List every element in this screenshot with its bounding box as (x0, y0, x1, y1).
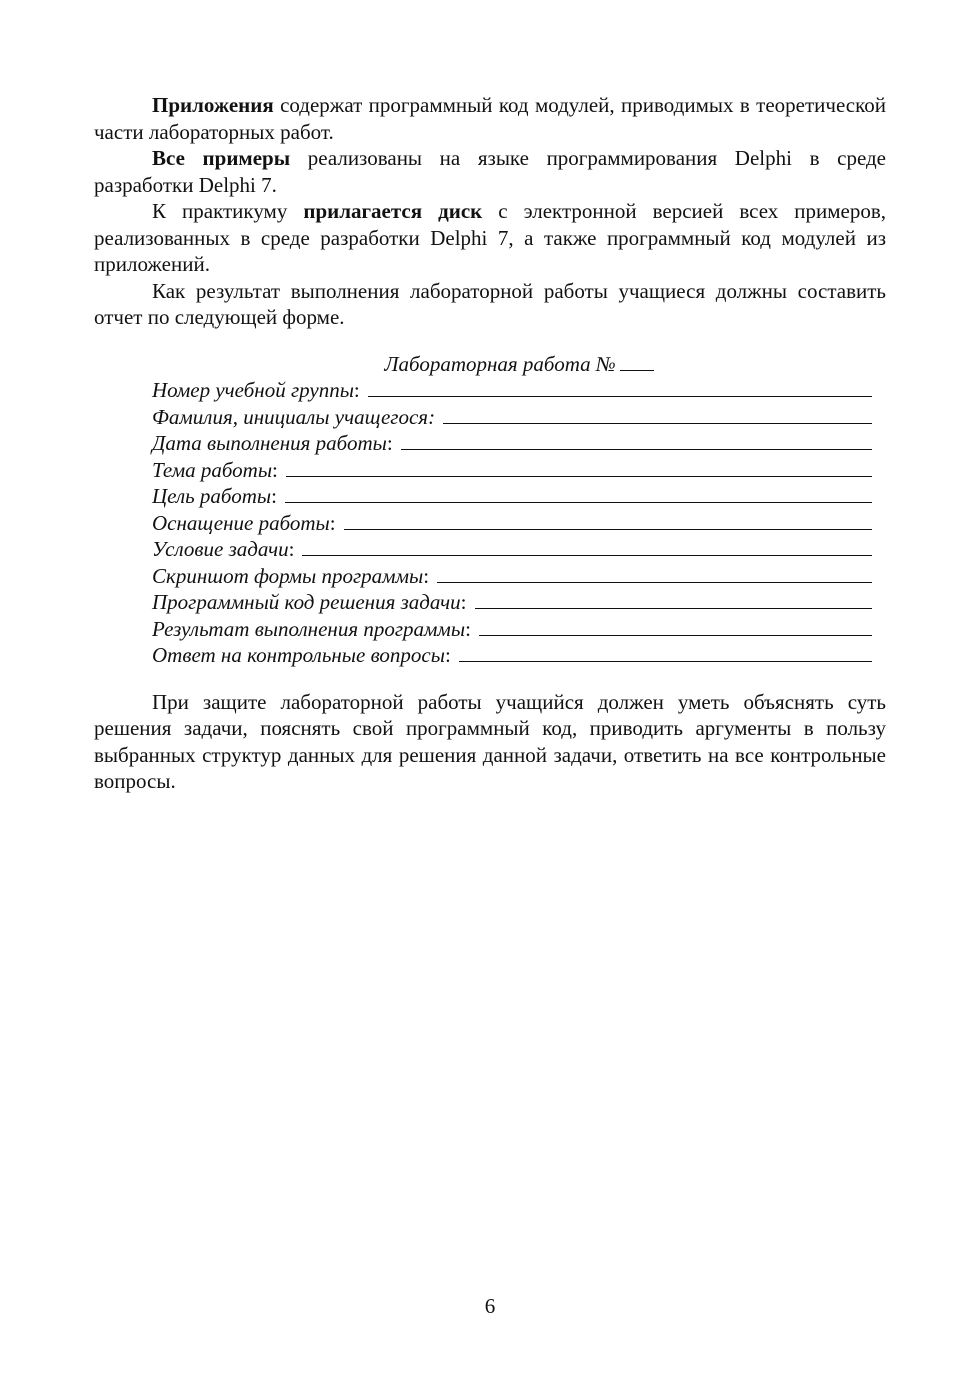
form-field-blank-line (437, 564, 872, 583)
form-number-blank (620, 351, 654, 371)
form-field-row (152, 616, 872, 643)
form-field-label: Ответ на контрольные вопросы (152, 643, 445, 667)
form-field-label: Программный код решения задачи (152, 590, 461, 614)
form-field-label: Тема работы (152, 457, 273, 482)
form-field-row (152, 510, 872, 537)
form-field-row (152, 536, 872, 563)
form-field-label: Результат выполнения программы (152, 616, 466, 641)
paragraph-text: К практикуму (152, 199, 304, 223)
form-field-blank-line (344, 511, 872, 530)
page-content (94, 92, 886, 795)
form-field-colon: : (460, 590, 467, 614)
paragraph-text: с электронной версией всех примеров, реализованных в среде разработки Delphi 7, а также программный код модулей из приложений. (94, 199, 887, 276)
form-field-blank-line (286, 458, 872, 477)
form-field-colon: : (288, 537, 295, 561)
form-field-colon: : (329, 510, 336, 535)
form-title (94, 351, 886, 378)
form-field-colon: : (465, 616, 471, 641)
form-field-row (152, 642, 872, 669)
form-field-label: Фамилия, инициалы учащегося: (152, 404, 436, 429)
paragraph-defense: При защите лабораторной работы учащийся должен уметь объяснять суть решения задачи, пояснять свой программный код, приводить аргументы в пользу выбранных структур данных для решения данной задачи, ответить на все контрольные вопросы. (94, 689, 886, 793)
form-field-row (152, 404, 872, 431)
page-number: 6 (484, 1294, 496, 1318)
form-field-label: Номер учебной группы (152, 378, 354, 402)
form-field-colon: : (271, 484, 277, 508)
form-field-blank-line (368, 378, 872, 397)
report-form (152, 377, 872, 669)
paragraph-text: Как результат выполнения лабораторной работы учащиеся должны составить отчет по следующей форме. (94, 278, 886, 329)
form-field-colon: : (386, 431, 393, 455)
form-field-row (152, 457, 872, 484)
form-field-colon: : (272, 457, 278, 482)
form-field-blank-line (475, 590, 873, 609)
form-field-row (152, 563, 872, 590)
paragraph-disk (94, 198, 886, 278)
form-title-text: Лабораторная работа № (384, 351, 616, 376)
paragraph-text: реализованы на языке программирования Delphi в среде разработки Delphi 7. (94, 146, 886, 197)
paragraph-bold: Приложения (152, 93, 274, 117)
form-field-row (152, 377, 872, 404)
form-field-label: Цель работы (152, 484, 272, 508)
form-field-row (152, 589, 872, 616)
form-field-blank-line (443, 405, 872, 424)
paragraph-report (94, 278, 886, 331)
paragraph-appendices (94, 92, 886, 145)
paragraph-examples (94, 145, 886, 198)
form-field-blank-line (479, 617, 872, 636)
form-field-colon: : (353, 378, 360, 402)
form-field-blank-line (285, 484, 872, 503)
form-field-blank-line (302, 537, 872, 556)
paragraph-text: содержат программный код модулей, приводимых в теоретической части лабораторных работ. (94, 93, 886, 144)
form-field-label: Скриншот формы программы (152, 563, 424, 588)
paragraph-bold: Все примеры (152, 146, 291, 170)
form-field-label: Дата выполнения работы (152, 431, 387, 455)
form-field-row (152, 430, 872, 457)
form-field-label: Оснащение работы (152, 510, 330, 535)
form-field-blank-line (459, 643, 872, 662)
form-field-label: Условие задачи (152, 537, 289, 561)
form-field-blank-line (401, 431, 872, 450)
paragraph-bold: прилагается диск (303, 199, 483, 223)
form-field-colon: : (423, 563, 430, 588)
form-field-colon: : (444, 643, 451, 667)
form-field-row (152, 483, 872, 510)
